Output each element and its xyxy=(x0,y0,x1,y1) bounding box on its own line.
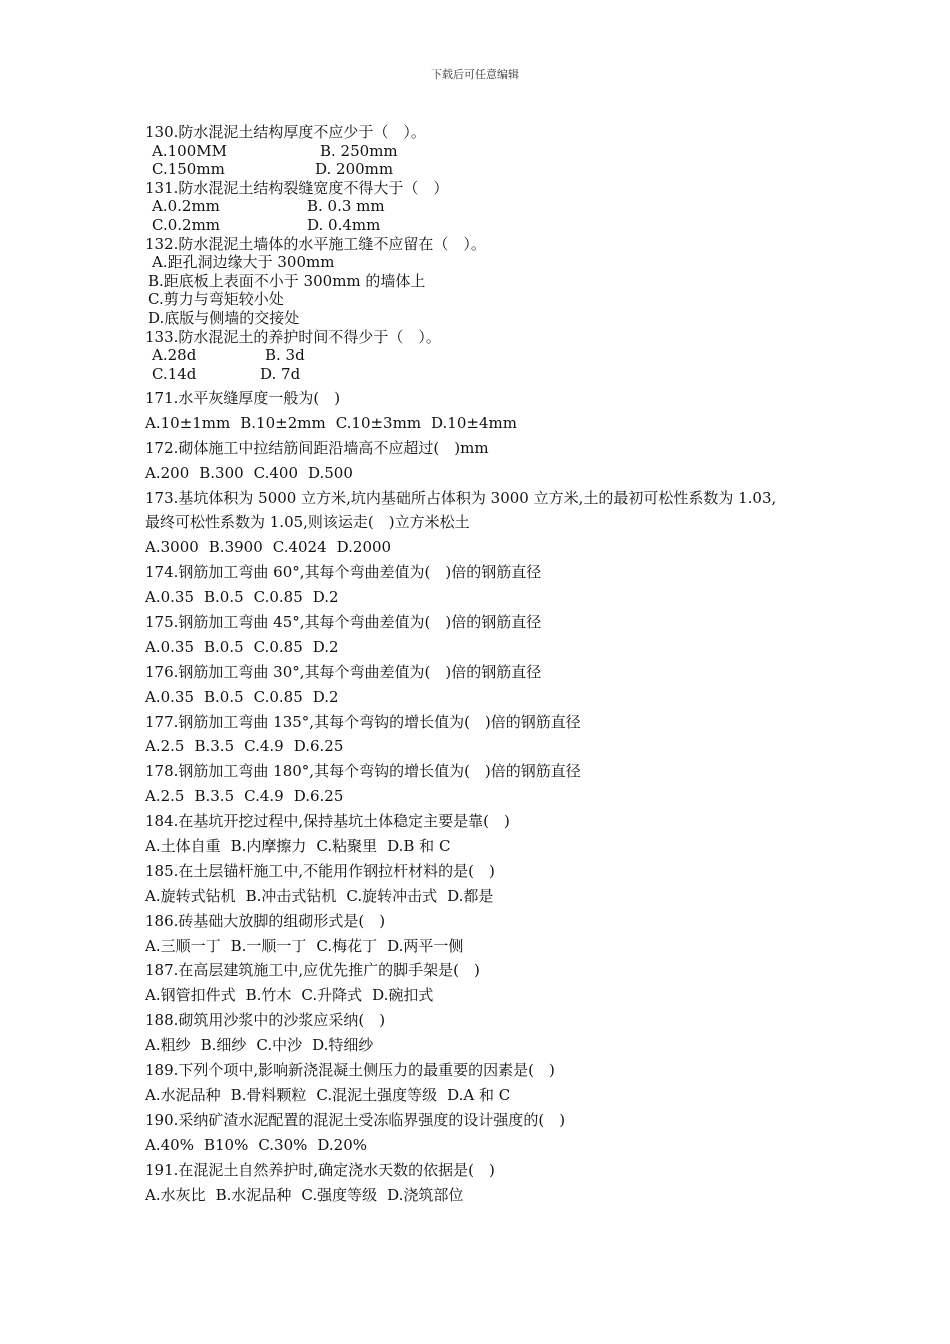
option-row xyxy=(145,272,845,291)
option-row xyxy=(145,142,845,161)
option-text: D. 7d xyxy=(260,364,301,383)
option-text: D.500 xyxy=(308,463,353,482)
question-text: 131.防水混泥土结构裂缝宽度不得大于（ ） xyxy=(145,178,449,197)
option-text: D.碗扣式 xyxy=(372,986,434,1005)
option-text: C.0.85 xyxy=(253,687,303,706)
option-text: C.旋转冲击式 xyxy=(346,886,438,905)
option-text: D.10±4mm xyxy=(431,413,517,432)
option-text: B.一顺一丁 xyxy=(230,936,307,955)
option-text: C.4.9 xyxy=(244,787,284,806)
question-block-a xyxy=(145,123,845,383)
option-text: A.钢管扣件式 xyxy=(145,986,236,1005)
option-text: A.2.5 xyxy=(145,737,185,756)
option-text: D.20% xyxy=(317,1135,367,1154)
option-text: C.4024 xyxy=(272,538,327,557)
option-text: D.两平一侧 xyxy=(387,936,464,955)
question-text: 130.防水混泥土结构厚度不应少于（ ）。 xyxy=(145,123,426,141)
option-row xyxy=(145,784,845,809)
option-text: B.3.5 xyxy=(194,737,235,756)
option-row xyxy=(145,983,845,1008)
question-text: 171.水平灰缝厚度一般为( ) xyxy=(145,389,341,407)
option-text: A.0.35 xyxy=(145,637,194,656)
option-text: A.0.35 xyxy=(145,588,194,607)
option-text: D.特细纱 xyxy=(312,1036,374,1055)
question-text: 185.在土层锚杆施工中,不能用作钢拉杆材料的是( ) xyxy=(145,861,495,880)
question-text: 132.防水混泥土墙体的水平施工缝不应留在（ ）。 xyxy=(145,234,486,253)
option-text: C.中沙 xyxy=(256,1036,303,1055)
option-text: B.3900 xyxy=(208,538,263,557)
option-text: B. 3d xyxy=(265,346,305,365)
option-row xyxy=(145,309,845,328)
option-text: B.竹木 xyxy=(245,986,292,1005)
option-row xyxy=(145,461,845,486)
option-text: C.剪力与弯矩较小处 xyxy=(148,290,284,309)
question-text: 190.采纳矿渣水泥配置的混泥土受冻临界强度的设计强度的( ) xyxy=(145,1110,566,1129)
option-row xyxy=(145,685,845,710)
option-row xyxy=(145,411,845,436)
page-header: 下载后可任意编辑 xyxy=(431,68,519,81)
option-row xyxy=(145,197,845,216)
option-row xyxy=(145,585,845,610)
question-text: 174.钢筋加工弯曲 60°,其每个弯曲差值为( )倍的钢筋直径 xyxy=(145,563,542,582)
option-text: B.水泥品种 xyxy=(215,1185,292,1204)
option-text: B.细纱 xyxy=(200,1036,247,1055)
option-text: A.水泥品种 xyxy=(145,1085,221,1104)
option-row xyxy=(145,1183,845,1208)
option-text: A.100MM xyxy=(152,141,227,160)
option-text: C.粘聚里 xyxy=(316,837,378,856)
option-text: A.0.2mm xyxy=(152,197,220,216)
option-text: A.40% xyxy=(145,1135,194,1154)
option-text: B.300 xyxy=(199,463,244,482)
option-text: C.14d xyxy=(152,364,197,383)
option-text: A.2.5 xyxy=(145,787,185,806)
option-text: C.10±3mm xyxy=(335,413,422,432)
question-text: 187.在高层建筑施工中,应优先推广的脚手架是( ) xyxy=(145,961,480,980)
option-text: D.都是 xyxy=(447,886,494,905)
question-text: 186.砖基础大放脚的组砌形式是( ) xyxy=(145,911,386,930)
option-row xyxy=(145,216,845,235)
question-text: 173.基坑体积为 5000 立方米,坑内基础所占体积为 3000 立方米,土的最初可松性系数为 1.03, xyxy=(145,488,777,507)
option-text: A.10±1mm xyxy=(145,413,231,432)
option-text: C.400 xyxy=(253,463,298,482)
option-text: A.土体自重 xyxy=(145,837,221,856)
option-text: D.底版与侧墙的交接处 xyxy=(148,308,300,327)
option-text: D.2 xyxy=(312,588,339,607)
option-text: B10% xyxy=(203,1135,249,1154)
option-text: D. 0.4mm xyxy=(307,215,381,234)
option-text: D.2 xyxy=(312,637,339,656)
option-row xyxy=(145,1133,845,1158)
option-row xyxy=(145,346,845,365)
option-text: B.内摩擦力 xyxy=(230,837,307,856)
question-text: 175.钢筋加工弯曲 45°,其每个弯曲差值为( )倍的钢筋直径 xyxy=(145,613,542,632)
option-row xyxy=(145,635,845,660)
option-text: B.3.5 xyxy=(194,787,235,806)
option-text: B.骨料颗粒 xyxy=(230,1085,307,1104)
question-text: 176.钢筋加工弯曲 30°,其每个弯曲差值为( )倍的钢筋直径 xyxy=(145,662,542,681)
option-text: D.2000 xyxy=(336,538,392,557)
option-text: C.0.85 xyxy=(253,637,303,656)
option-text: B.冲击式钻机 xyxy=(245,886,337,905)
option-text: C.150mm xyxy=(152,160,225,179)
option-text: C.梅花丁 xyxy=(316,936,378,955)
option-text: A.三顺一丁 xyxy=(145,936,221,955)
option-text: C.0.2mm xyxy=(152,215,221,234)
option-row xyxy=(145,734,845,759)
option-row xyxy=(145,253,845,272)
option-text: B.0.5 xyxy=(204,637,244,656)
option-text: C.升降式 xyxy=(301,986,363,1005)
question-text: 188.砌筑用沙浆中的沙浆应采纳( ) xyxy=(145,1011,386,1030)
option-row xyxy=(145,1083,845,1108)
option-row xyxy=(145,884,845,909)
option-text: B. 250mm xyxy=(320,141,398,160)
option-row xyxy=(145,934,845,959)
option-text: D.B 和 C xyxy=(387,837,451,856)
question-text: 184.在基坑开挖过程中,保持基坑土体稳定主要是靠( ) xyxy=(145,812,510,831)
option-text: C.30% xyxy=(258,1135,308,1154)
option-text: B.0.5 xyxy=(204,588,244,607)
option-text: C.混泥土强度等级 xyxy=(316,1085,438,1104)
option-text: C.4.9 xyxy=(244,737,284,756)
question-text: 133.防水混泥土的养护时间不得少于（ ）。 xyxy=(145,327,441,346)
option-text: C.0.85 xyxy=(253,588,303,607)
option-text: A.200 xyxy=(145,463,190,482)
question-text: 172.砌体施工中拉结筋间距沿墙高不应超过( )mm xyxy=(145,438,489,457)
option-text: B.0.5 xyxy=(204,687,244,706)
option-row xyxy=(145,535,845,560)
option-text: C.强度等级 xyxy=(301,1185,378,1204)
option-text: D. 200mm xyxy=(315,160,394,179)
option-row xyxy=(145,290,845,309)
option-row xyxy=(145,834,845,859)
option-text: A.距孔洞边缘大于 300mm xyxy=(152,253,335,272)
question-block-b xyxy=(145,386,845,1207)
option-text: D.6.25 xyxy=(293,787,344,806)
option-text: A.粗纱 xyxy=(145,1036,191,1055)
option-text: B.10±2mm xyxy=(240,413,326,432)
question-text: 191.在混泥土自然养护时,确定浇水天数的依据是( ) xyxy=(145,1160,495,1179)
option-text: A.0.35 xyxy=(145,687,194,706)
option-text: A.水灰比 xyxy=(145,1185,206,1204)
option-text: D.浇筑部位 xyxy=(387,1185,464,1204)
option-text: A.28d xyxy=(152,346,197,365)
option-text: A.3000 xyxy=(145,538,199,557)
option-row xyxy=(145,1033,845,1058)
option-row xyxy=(145,160,845,179)
option-text: B.距底板上表面不小于 300mm 的墙体上 xyxy=(148,271,426,290)
option-text: A.旋转式钻机 xyxy=(145,886,236,905)
question-text-continued: 最终可松性系数为 1.05,则该运走( )立方米松土 xyxy=(145,513,470,532)
option-text: D.A 和 C xyxy=(447,1085,511,1104)
option-text: D.6.25 xyxy=(293,737,344,756)
option-text: B. 0.3 mm xyxy=(307,197,385,216)
question-text: 177.钢筋加工弯曲 135°,其每个弯钩的增长值为( )倍的钢筋直径 xyxy=(145,712,581,731)
question-text: 189.下列个项中,影响新浇混凝土侧压力的最重要的因素是( ) xyxy=(145,1061,555,1080)
question-text: 178.钢筋加工弯曲 180°,其每个弯钩的增长值为( )倍的钢筋直径 xyxy=(145,762,581,781)
option-text: D.2 xyxy=(312,687,339,706)
option-row xyxy=(145,365,845,384)
